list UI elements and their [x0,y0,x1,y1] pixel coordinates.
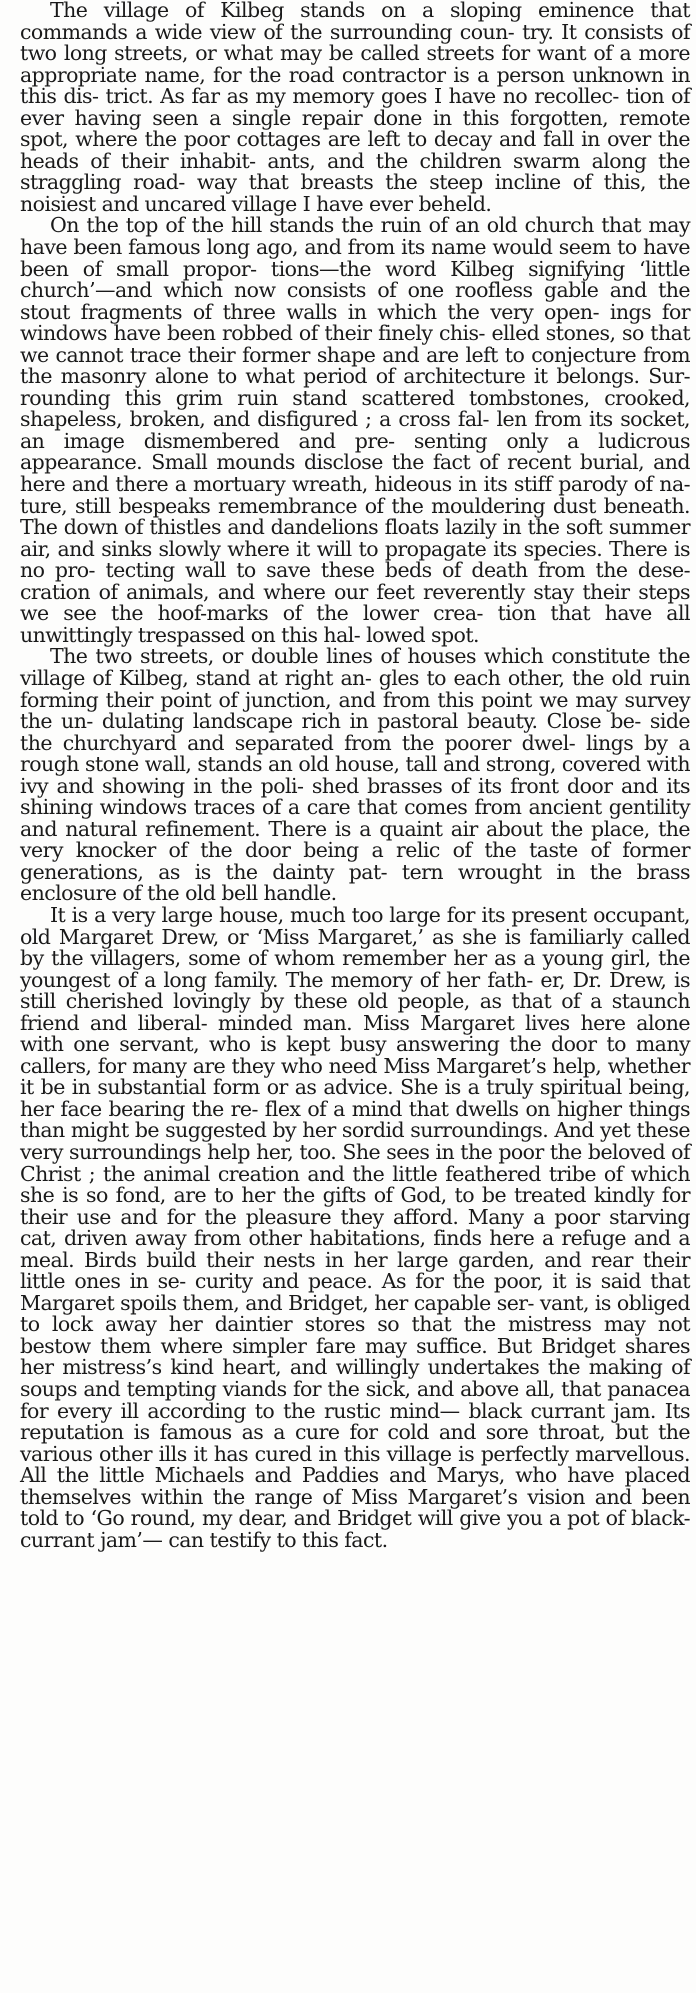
text-line: natural refinement. There is a quaint air about the [65,816,583,841]
text-line: black currant jam. Its reputation is famous as a cure [20,1398,691,1445]
text-line: junction, and from this point we may survey the un- [20,687,691,734]
text-line: vant, is obliged to lock away her daintier stores so [20,1290,690,1337]
text-line: to her the gifts of God, to be treated kindly for [213,1183,691,1208]
article-paragraph [20,215,690,646]
text-line: their use and for the pleasure they afford. Many a [20,1204,545,1229]
text-line: these very surroundings help her, too. She sees in the [20,1118,690,1164]
text-line: poor the beloved of Christ ; the animal creation and [20,1139,690,1186]
text-line: Margaret spoils them, and Bridget, her capable ser- [20,1290,534,1315]
text-line: where it will to propagate its species. There is no pro- [20,536,691,583]
text-line: len from its socket, an image dismembered and pre- [20,407,691,453]
text-line: It is a very large house, much too large for [50,902,475,927]
text-line: poor starving cat, driven away from other habitations, [20,1204,690,1251]
text-line: rounding this grim ruin stand scattered tombstones, [20,385,590,410]
text-line: called streets for want of a more appropriate name, for [20,41,691,87]
text-line: handle. [263,881,337,906]
text-line: kind heart, and willingly undertakes the making of soups [20,1355,691,1401]
text-line: Margaret,’ as she is familiarly called by the villagers, [20,924,691,971]
text-line: ants, and the children swarm along the straggling road- [20,148,690,195]
text-line: a mortuary wreath, hideous in its stiff parody of na- [174,472,690,497]
text-line: tion that have all unwittingly trespassed on this hal- [20,601,690,647]
text-line: and tempting viands for the sick, and above all, that [83,1377,601,1401]
text-line: The village of Kilbeg stands on a sloping eminence [50,0,634,22]
text-line: On the top of the hill stands the ruin of an old [50,213,518,238]
text-line: might be suggested by her sordid surroundings. And yet [70,1118,631,1143]
text-line: floats lazily in the soft summer air, and sinks slowly [20,515,691,561]
text-line: and uncared village I have ever beheld. [101,191,492,216]
text-line: the taste of former generations, as is the dainty pat- [20,838,691,884]
text-line: dulating landscape rich in pastoral beauty. Close be- [101,709,641,734]
text-line: has cured in this village is perfectly marvellous. All [20,1441,690,1488]
article-paragraph [20,0,690,215]
text-line: constitute the village of Kilbeg, stand at right an- [20,644,690,690]
text-line: which now consists of one roofless gable and the [163,278,690,303]
text-line: can testify to this fact. [168,1527,388,1552]
text-line: lings by a rough stone wall, stands an old house, tall [20,730,691,777]
text-line: finds here a refuge and a meal. Birds build their nests [20,1226,690,1272]
text-line: the little Michaels and Paddies and Marys, who have [56,1463,615,1488]
text-line: cration of animals, and where our feet reverently stay [20,579,574,604]
text-line: youngest of a long family. The memory of her fath- [20,967,533,992]
text-line: fare may suffice. But Bridget shares her mistress’s [20,1333,690,1380]
text-line: and strong, covered with ivy and showing in the poli- [20,752,691,798]
text-line: tion of ever having seen a single repair done in this [20,84,690,130]
text-line: shape and are left to conjecture from the masonry [20,342,691,389]
text-line: side the churchyard and separated from the poorer dwel- [20,709,691,755]
text-line: Bridget will give you a pot of black-currant jam’— [20,1506,691,1552]
text-line: tern wrought in the brass enclosure of the old bell [20,859,690,906]
text-line: church that may have been famous long ago, and from [20,213,691,260]
text-line: tions—the word Kilbeg signifying ‘little church’—and [20,256,691,303]
text-line: er, Dr. Drew, is still cherished lovingly by these old [20,967,690,1014]
text-line: that commands a wide view of the surrounding coun- [20,0,690,44]
text-line: tecting wall to save these beds of death from the dese- [105,558,691,583]
text-line: senting only a ludicrous appearance. Small mounds [20,428,691,475]
text-line: stout fragments of three walls in which the very open- [20,299,599,324]
article-paragraph [20,646,690,905]
text-line: ture, still bespeaks remembrance of the mouldering [20,493,546,518]
text-line: trict. As far as my memory goes I have no recollec- [105,84,619,109]
text-line: in her large garden, and rear their little ones in se- [20,1247,691,1294]
text-line: their steps we see the hoof-marks of the lower crea- [20,579,691,626]
text-line: for cold and sore throat, but the various other ills it [20,1420,691,1466]
text-line: gles to each other, the old ruin forming their point of [20,665,690,712]
text-line: help, whether it be in substantial form or as advice. [20,1053,691,1100]
text-line: servant, who is kept busy answering the door to many [119,1032,691,1057]
text-line: shed brasses of its front door and its shining windows [20,773,690,820]
text-line: its name would seem to have been of small propor- [20,235,690,281]
text-line: dust beneath. The down of thistles and dandelions [20,493,690,540]
text-line: that the mistress may not bestow them where simpler [20,1312,690,1358]
text-line: elled stones, so that we cannot trace their former [20,321,691,367]
text-line: to decay and fall in over the heads of their inhabit- [20,127,690,173]
text-line: way that breasts the steep incline of this, the noisiest [20,170,690,216]
text-line: placed themselves within the range of Miss Margaret’s [20,1463,690,1509]
text-line: some of whom remember her as a young girl, the [188,946,690,971]
text-line: the road contractor is a person unknown in this dis- [20,62,690,109]
text-line: lowed spot. [366,622,479,647]
text-line: alone to what period of architecture it belongs. Sur- [154,364,691,389]
text-line: people, as that of a staunch friend and liberal- [20,989,690,1035]
text-line: crooked, shapeless, broken, and disfigured ; a cross fal- [20,385,691,432]
text-line: curity and peace. As for the poor, it is said that [194,1269,690,1294]
article-paragraph [20,902,691,1552]
text-line: traces of a care that comes from ancient gentility and [20,795,690,841]
text-line: forgotten, remote spot, where the poor cottages are left [20,105,690,152]
text-line: ings for windows have been robbed of their finely chis- [20,299,691,346]
text-line: flex of a mind that dwells on higher things than [20,1096,691,1143]
text-line: callers, for many are they who need Miss Margaret’s [20,1053,547,1078]
text-line: its present occupant, old Margaret Drew, or ‘Miss [20,902,690,949]
text-line: the little feathered tribe of which she is so fond, are [20,1161,690,1208]
text-line: try. It consists of two long streets, or what may be [20,19,690,66]
text-line: place, the very knocker of the door being a relic of [20,816,691,863]
text-line: She is a truly spiritual being, her face bearing the re- [20,1075,691,1121]
text-line: panacea for every ill according to the rustic mind— [20,1377,691,1423]
text-line: minded man. Miss Margaret lives here alone with one [20,1010,691,1057]
text-line: vision and been told to ‘Go round, my dear, and [20,1484,691,1531]
text-line: disclose the fact of recent burial, and here and there [20,450,691,497]
text-line: The two streets, or double lines of houses which [50,644,544,669]
